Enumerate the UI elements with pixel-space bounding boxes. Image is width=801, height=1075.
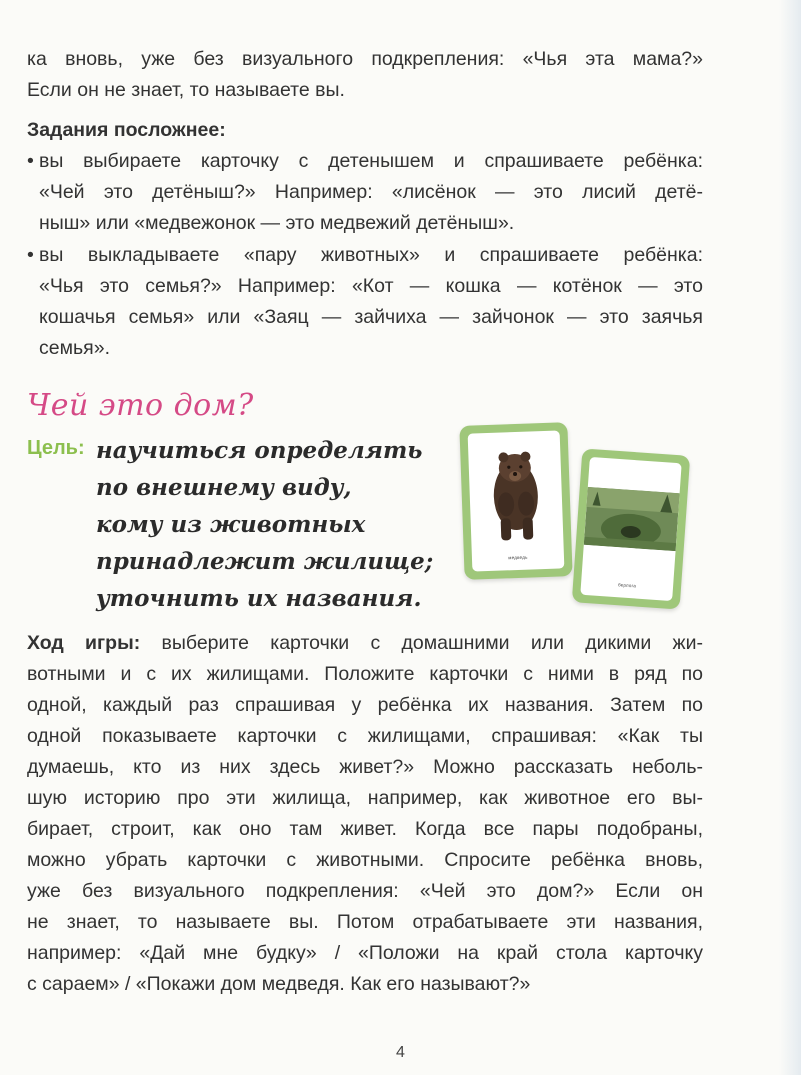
game-line: шую историю про эти жилища, например, как животное его вы- (27, 787, 703, 809)
game-line: бирает, строит, как оно там живет. Когда все пары подобраны, (27, 818, 703, 840)
goal-text (96, 432, 436, 617)
section-title: Чей это дом? (27, 388, 254, 423)
page-edge-shade (779, 0, 801, 1075)
task-line: вы выбираете карточку с детенышем и спрашиваете ребёнка: (39, 150, 703, 172)
game-line: думаешь, кто из них здесь живет?» Можно рассказать неболь- (27, 756, 703, 778)
game-line: одной показываете карточки с жилищами, спрашивая: «Как ты (27, 725, 703, 747)
intro-line: Если он не знает, то называете вы. (27, 79, 345, 101)
bullet-icon: • (27, 150, 34, 172)
goal-line: по внешнему виду, (96, 474, 352, 501)
game-line: не знает, то называете вы. Потом отрабатываете эти названия, (27, 911, 703, 933)
task-line: вы выкладываете «пару животных» и спрашиваете ребёнка: (39, 244, 703, 266)
task-line: «Чья это семья?» Например: «Кот — кошка — котёнок — это (39, 275, 703, 297)
goal-line: принадлежит жилище; (96, 548, 434, 575)
goal-line: кому из животных (96, 511, 366, 538)
intro-line: ка вновь, уже без визуального подкрепления: «Чья эта мама?» (27, 48, 703, 70)
card-caption: берлога (617, 582, 637, 589)
page-number: 4 (396, 1044, 405, 1061)
game-line: одной, каждый раз спрашивая у ребёнка их названия. Затем по (27, 694, 703, 716)
game-line: можно убрать карточки с животными. Спросите ребёнка вновь, (27, 849, 703, 871)
bullet-icon: • (27, 244, 34, 266)
game-first-line-text: выберите карточки с домашними или дикими жи- (140, 632, 703, 654)
task-line: «Чей это детёныш?» Например: «лисёнок — это лисий детё- (39, 181, 703, 203)
game-line: уже без визуального подкрепления: «Чей это дом?» Если он (27, 880, 703, 902)
bear-photo-icon (468, 436, 564, 559)
den-photo-icon (584, 487, 680, 551)
bear-card (459, 422, 572, 580)
task-line: семья». (39, 337, 110, 359)
harder-tasks-heading: Задания посложнее: (27, 119, 226, 141)
game-paragraph (27, 628, 703, 1000)
den-card (572, 448, 690, 609)
game-first-line (27, 628, 703, 659)
game-label: Ход игры: (27, 632, 141, 654)
game-line: например: «Дай мне будку» / «Положи на край стола карточку (27, 942, 703, 964)
card-caption: медведь (508, 554, 528, 561)
intro-paragraph (27, 44, 703, 106)
goal-line: научиться определять (96, 437, 423, 464)
task-line: ныш» или «медвежонок — это медвежий детёныш». (39, 212, 515, 234)
goal-label: Цель: (27, 437, 85, 459)
game-line: вотными и с их жилищами. Положите карточки с ними в ряд по (27, 663, 703, 685)
goal-line: уточнить их названия. (96, 585, 422, 612)
task-line: кошачья семья» или «Заяц — зайчиха — зайчонок — это заячья (39, 306, 703, 328)
game-line: с сараем» / «Покажи дом медведя. Как его называют?» (27, 973, 531, 995)
